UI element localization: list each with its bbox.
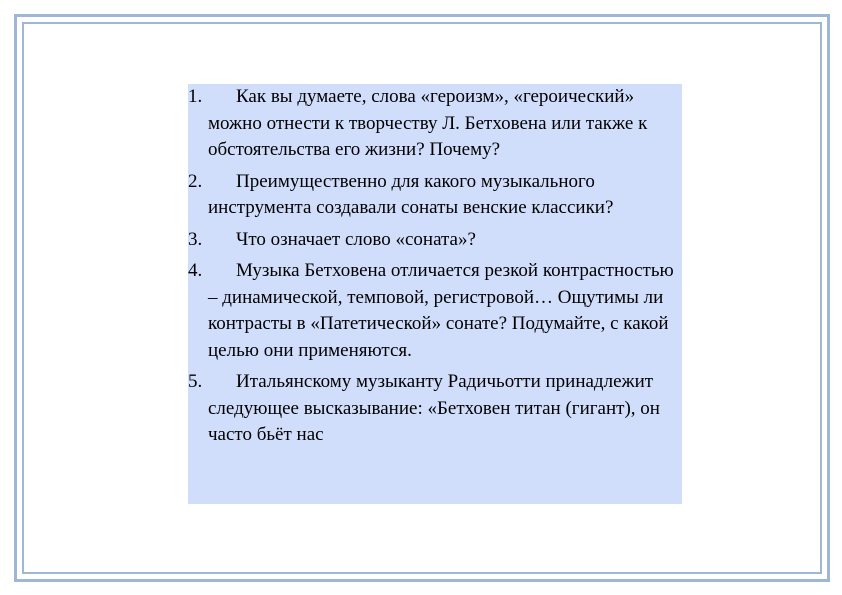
question-text: Что означает слово «соната»? [236,228,476,250]
question-number: 2. [188,170,203,192]
question-number: 3. [188,228,203,250]
question-text: Музыка Бетховена отличается резкой контрастностью – динамической, темповой, регистровой… Ощутимы ли контрасты в «Патетической» сонате? Подумайте, с какой целью они применяются. [208,260,674,361]
question-item [188,369,682,449]
question-text: Итальянскому музыканту Радичьотти принадлежит следующее высказывание: «Бетховен титан (гигант), он часто бьёт нас [208,371,660,445]
question-item [188,169,682,222]
question-panel [188,84,682,504]
question-text: Преимущественно для какого музыкального инструмента создавали сонаты венские классики? [208,170,614,218]
question-item [188,227,682,254]
question-item [188,84,682,164]
question-number: 5. [188,371,203,392]
question-number: 4. [188,260,203,281]
question-text: Как вы думаете, слова «героизм», «героический» можно отнести к творчеству Л. Бетховена или также к обстоятельства его жизни? Почему? [208,86,648,160]
question-list [188,84,682,449]
question-item [188,258,682,364]
question-number: 1. [188,86,203,107]
